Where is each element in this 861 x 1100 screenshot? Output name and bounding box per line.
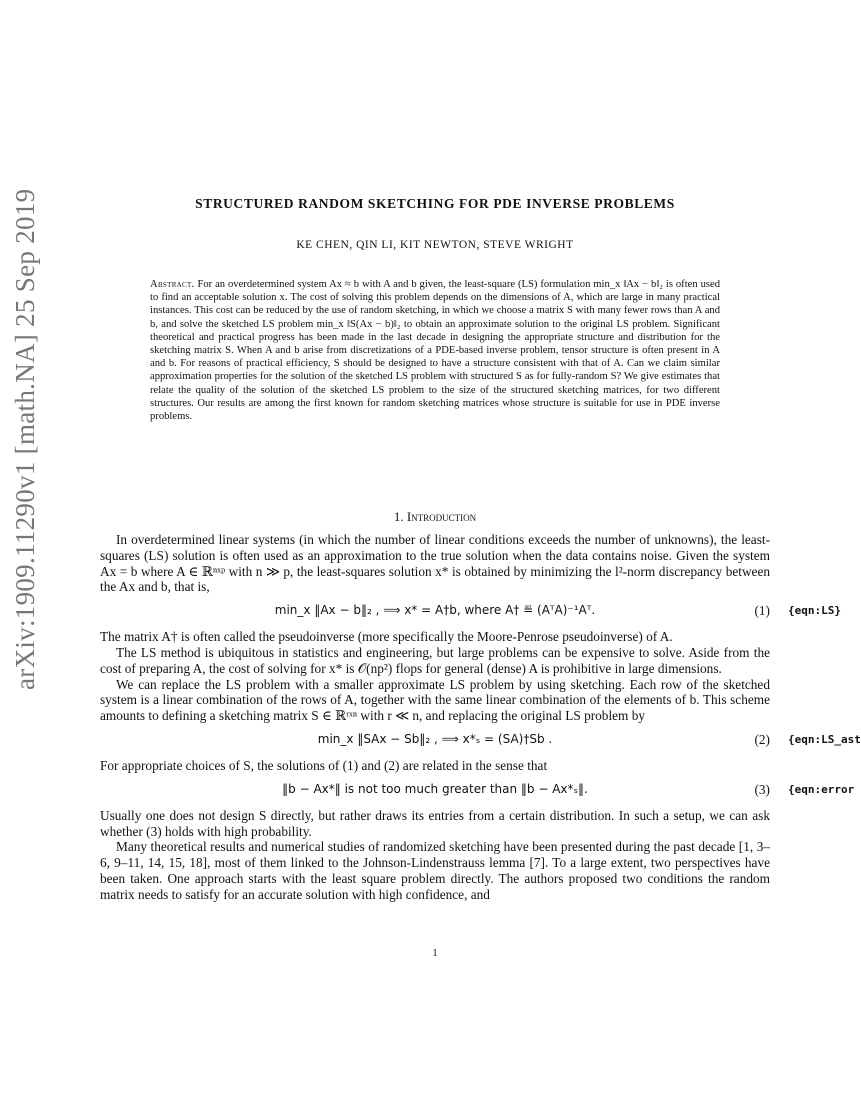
- arxiv-identifier: arXiv:1909.11290v1 [math.NA] 25 Sep 2019: [10, 188, 40, 690]
- paper-title: STRUCTURED RANDOM SKETCHING FOR PDE INVERSE PROBLEMS: [195, 196, 675, 211]
- equation-1: [100, 595, 841, 629]
- body-text: [100, 532, 861, 903]
- paragraph: We can replace the LS problem with a smaller approximate LS problem by using sketching. Each row of the sketched system is a linear combination of the rows of A, together with the same linear combination of the elements of b. This scheme amounts to defining a sketching matrix S ∈ ℝʳˣⁿ with r ≪ n, and replacing the original LS problem by: [100, 676, 770, 724]
- paragraph: Many theoretical results and numerical studies of randomized sketching have been presented during the past decade [1, 3–6, 9–11, 14, 15, 18], most of them linked to the Johnson-Lindenstrauss lemma [7]. To a large extent, two perspectives have been taken. One approach starts with the least square problem directly. The authors proposed two conditions the random matrix needs to satisfy for an accurate solution with high confidence, and: [100, 839, 770, 902]
- equation-number: (1): [754, 603, 770, 619]
- paragraph: The matrix A† is often called the pseudoinverse (more specifically the Moore-Penrose pseudoinverse) of A.: [100, 629, 673, 645]
- equation-label: {eqn:error: [788, 782, 855, 796]
- equation-label: {eqn:LS_ast: [788, 732, 861, 746]
- equation-expression: min_x ‖Ax − b‖₂ , ⟹ x* = A†b, where A† ≝ (AᵀA)⁻¹Aᵀ.: [274, 603, 596, 618]
- page-number: 1: [432, 948, 438, 959]
- paragraph: Usually one does not design S directly, but rather draws its entries from a certain distribution. In such a setup, we can ask whether (3) holds with high probability.: [100, 807, 770, 839]
- paragraph: For appropriate choices of S, the solutions of (1) and (2) are related in the sense that: [100, 757, 548, 773]
- abstract: [150, 278, 720, 423]
- equation-number: (2): [754, 731, 770, 747]
- equation-3: [100, 774, 855, 808]
- author-list: KE CHEN, QIN LI, KIT NEWTON, STEVE WRIGHT: [296, 239, 574, 251]
- paragraph: In overdetermined linear systems (in which the number of linear conditions exceeds the number of unknowns), the least-squares (LS) solution is often used as an approximation to the true solution when the data contains noise. Given the system Ax = b where A ∈ ℝⁿˣᵖ with n ≫ p, the least-squares solution x* is obtained by minimizing the l²-norm discrepancy between the Ax and b, that is,: [100, 532, 770, 595]
- equation-label: {eqn:LS}: [788, 604, 841, 618]
- abstract-text: For an overdetermined system Ax ≈ b with A and b given, the least-square (LS) formulation min_x ‖Ax − b‖₂ is often used to find an acceptable solution x. The cost of solving this problem depends on the dimensions of A, which are large in many practical instances. This cost can be reduced by the use of random sketching, in which we choose a matrix S with many fewer rows than A and b, and solve the sketched LS problem min_x ‖S(Ax − b)‖₂ to obtain an approximate solution to the original LS problem. Significant theoretical and practical progress has been made in the last decade in designing the appropriate structure and distribution for the sketching matrix S. When A and b arise from discretizations of a PDE-based inverse problem, tensor structure is often present in A and b. For reasons of practical efficiency, S should be designed to have a structure consistent with that of A. Can we claim similar approximation properties for the solution of the sketched LS problem with structured S as for fully-random S? We give estimates that relate the quality of the solution of the sketched LS problem to the size of the structured sketching matrices, for two different structures. Our results are among the first known for random sketching matrices whose structure is suitable for use in PDE inverse problems.: [150, 279, 720, 423]
- equation-expression: ‖b − Ax*‖ is not too much greater than ‖b − Ax*ₛ‖.: [282, 781, 588, 796]
- equation-expression: min_x ‖SAx − Sb‖₂ , ⟹ x*ₛ = (SA)†Sb .: [317, 731, 553, 746]
- section-heading: [80, 509, 790, 525]
- equation-2: [100, 724, 861, 758]
- paragraph: The LS method is ubiquitous in statistics and engineering, but large problems can be expensive to solve. Aside from the cost of preparing A, the cost of solving for x* is 𝒪(np²) flops for general (dense) A is prohibitive in large dimensions.: [100, 644, 770, 676]
- section-title: Introduction: [406, 509, 477, 524]
- equation-number: (3): [754, 781, 770, 797]
- section-number: 1.: [393, 509, 404, 524]
- abstract-lead: Abstract.: [150, 279, 195, 290]
